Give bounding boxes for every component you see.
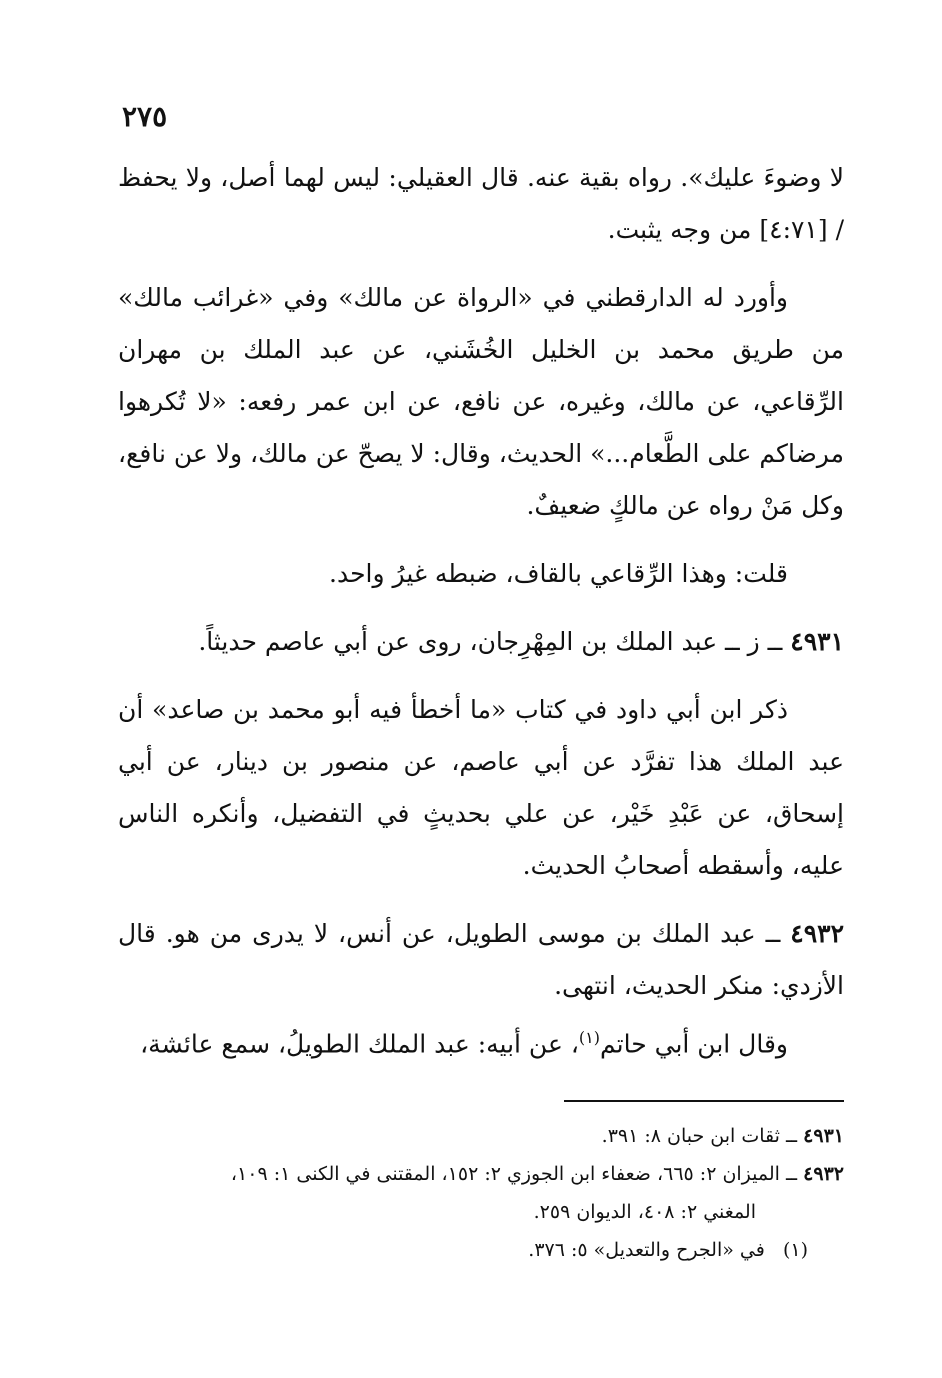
paragraph-text-rest: ، عن أبيه: عبد الملك الطويلُ، سمع عائشة، xyxy=(140,1029,579,1059)
entry-text: ــ ز ــ عبد الملك بن المِهْرِجان، روى عن أبي عاصم حديثاً. xyxy=(198,627,783,656)
footnote-4932-continuation: المغني ٢: ٤٠٨، الديوان ٢٥٩. xyxy=(533,1201,756,1223)
paragraph-qultu: قلت: وهذا الرِّقاعي بالقاف، ضبطه غيرُ واحد. xyxy=(329,559,788,588)
footnote-1 xyxy=(118,1231,844,1269)
entry-text: ــ عبد الملك بن موسى الطويل، عن أنس، لا يدرى من هو. قال الأزدي: منكر الحديث، انتهى. xyxy=(118,919,844,1000)
footnote-text: ــ ثقات ابن حبان ٨: ٣٩١. xyxy=(601,1125,798,1147)
footnote-4932 xyxy=(118,1155,844,1193)
footnote-text: ــ الميزان ٢: ٦٦٥، ضعفاء ابن الجوزي ٢: ١٥٢، المقتنى في الكنى ١: ١٠٩، xyxy=(230,1163,798,1185)
footnote-reference[interactable]: (١) xyxy=(578,1028,600,1047)
paragraph-text: وقال ابن أبي حاتم xyxy=(600,1029,788,1059)
paragraph-continuation: لا وضوءَ عليك». رواه بقية عنه. قال العقيلي: ليس لهما أصل، ولا يحفظ / [٤:٧١] من وجه يثبت. xyxy=(118,163,844,244)
footnote-4931 xyxy=(118,1117,844,1155)
entry-number: ٤٩٣٢ xyxy=(790,919,845,948)
footnotes xyxy=(118,1117,844,1269)
paragraph-ibn-abi-hatim xyxy=(118,1012,844,1070)
page-number: ٢٧٥ xyxy=(122,100,168,133)
entry-4931 xyxy=(118,616,844,668)
paragraph-ibn-abi-dawud: ذكر ابن أبي داود في كتاب «ما أخطأ فيه أبو محمد بن صاعد» أن عبد الملك هذا تفرَّد عن أبي عاصم، عن منصور بن دينار، عن أبي إسحاق، عن عَبْدِ خَيْر، عن علي بحديثٍ في التفضيل، وأنكره الناس عليه، وأسقطه أصحابُ الحديث. xyxy=(118,695,844,880)
footnote-number: ٤٩٣١ xyxy=(803,1125,844,1147)
paragraph-daraqutni: وأورد له الدارقطني في «الرواة عن مالك» وفي «غرائب مالك» من طريق محمد بن الخليل الخُشَني، عن عبد الملك بن مهران الرِّقاعي، عن مالك، وغيره، عن نافع، عن ابن عمر رفعه: «لا تُكرهوا مرضاكم على الطَّعام...» الحديث، وقال: لا يصحّ عن مالك، ولا عن نافع، وكل مَنْ رواه عن مالكٍ ضعيفٌ. xyxy=(118,283,844,520)
entry-4932 xyxy=(118,908,844,1012)
footnote-number: ٤٩٣٢ xyxy=(803,1163,844,1185)
footnote-divider xyxy=(564,1100,844,1102)
footnote-marker: (١) xyxy=(782,1239,808,1261)
footnote-text: في «الجرح والتعديل» ٥: ٣٧٦. xyxy=(528,1239,765,1261)
main-text xyxy=(118,152,844,1070)
entry-number: ٤٩٣١ xyxy=(790,627,844,656)
